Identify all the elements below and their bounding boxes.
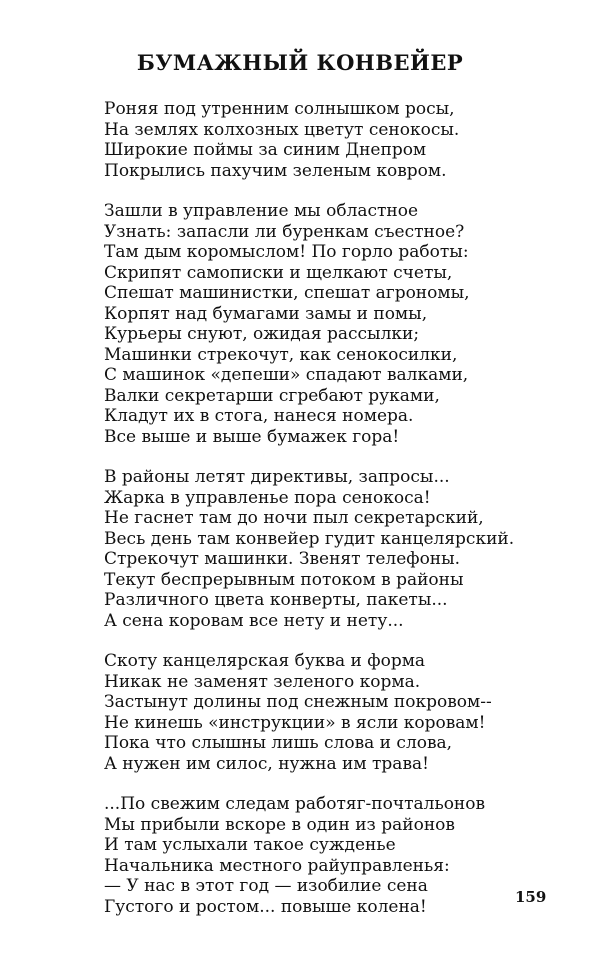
poem-line: А нужен им силос, нужна им трава!: [104, 753, 429, 774]
stanza-5: [104, 794, 574, 917]
poem-line: Корпят над бумагами замы и помы,: [104, 303, 428, 324]
poem-line: Пока что слышны лишь слова и слова,: [104, 733, 453, 753]
stanza-2: [104, 201, 574, 447]
poem-line: Текут беспрерывным потоком в районы: [104, 569, 464, 590]
poem-line: Там дым коромыслом! По горло работы:: [104, 242, 469, 262]
poem-line: Широкие поймы за синим Днепром: [104, 140, 427, 160]
poem-line: Покрылись пахучим зеленым ковром.: [104, 160, 447, 181]
poem-line: Спешат машинистки, спешат агрономы,: [104, 283, 470, 303]
poem-line: С машинок «депеши» спадают валками,: [104, 365, 469, 385]
poem-title: БУМАЖНЫЙ КОНВЕЙЕР: [136, 50, 464, 75]
poem-line: Мы прибыли вскоре в один из районов: [104, 814, 455, 835]
poem-line: Все выше и выше бумажек гора!: [104, 426, 400, 447]
poem-line: Кладут их в стога, нанеся номера.: [104, 406, 414, 426]
stanza-3: [104, 467, 574, 631]
poem-line: Валки секретарши сгребают руками,: [104, 385, 440, 406]
poem-line: На землях колхозных цветут сенокосы.: [104, 119, 460, 140]
poem-line: Не гаснет там до ночи пыл секретарский,: [104, 508, 484, 528]
poem-line: Не кинешь «инструкции» в ясли коровам!: [104, 712, 486, 733]
poem-line: Весь день там конвейер гудит канцелярский.: [104, 528, 515, 549]
poem-line: Машинки стрекочут, как сенокосилки,: [104, 344, 458, 365]
poem-line: Густого и ростом... повыше колена!: [104, 896, 427, 917]
poem-line: В районы летят директивы, запросы...: [104, 467, 450, 487]
poem-line: Начальника местного райуправленья:: [104, 855, 450, 876]
poem-line: Застынут долины под снежным покровом--: [104, 692, 492, 712]
poem-line: — У нас в этот год — изобилие сена: [104, 876, 428, 896]
poem-line: ...По свежим следам работяг-почтальонов: [104, 794, 486, 814]
poem-line: И там услыхали такое сужденье: [104, 835, 396, 855]
poem-line: Зашли в управление мы областное: [104, 201, 419, 221]
poem-line: Узнать: запасли ли буренкам съестное?: [104, 221, 465, 242]
poem-line: Стрекочут машинки. Звенят телефоны.: [104, 549, 461, 569]
stanza-4: [104, 651, 574, 774]
poem-line: Никак не заменят зеленого корма.: [104, 671, 421, 692]
poem-line: Скоту канцелярская буква и форма: [104, 651, 426, 671]
poem-line: Роняя под утренним солнышком росы,: [104, 99, 455, 119]
poem-line: Жарка в управленье пора сенокоса!: [104, 487, 431, 508]
page-number: 159: [515, 888, 547, 906]
poem-line: Курьеры снуют, ожидая рассылки;: [104, 324, 420, 344]
poem-body: [104, 99, 574, 937]
poem-line: А сена коровам все нету и нету...: [104, 610, 404, 631]
stanza-1: [104, 99, 574, 181]
poem-line: Различного цвета конверты, пакеты...: [104, 590, 448, 610]
poem-line: Скрипят самописки и щелкают счеты,: [104, 262, 453, 283]
